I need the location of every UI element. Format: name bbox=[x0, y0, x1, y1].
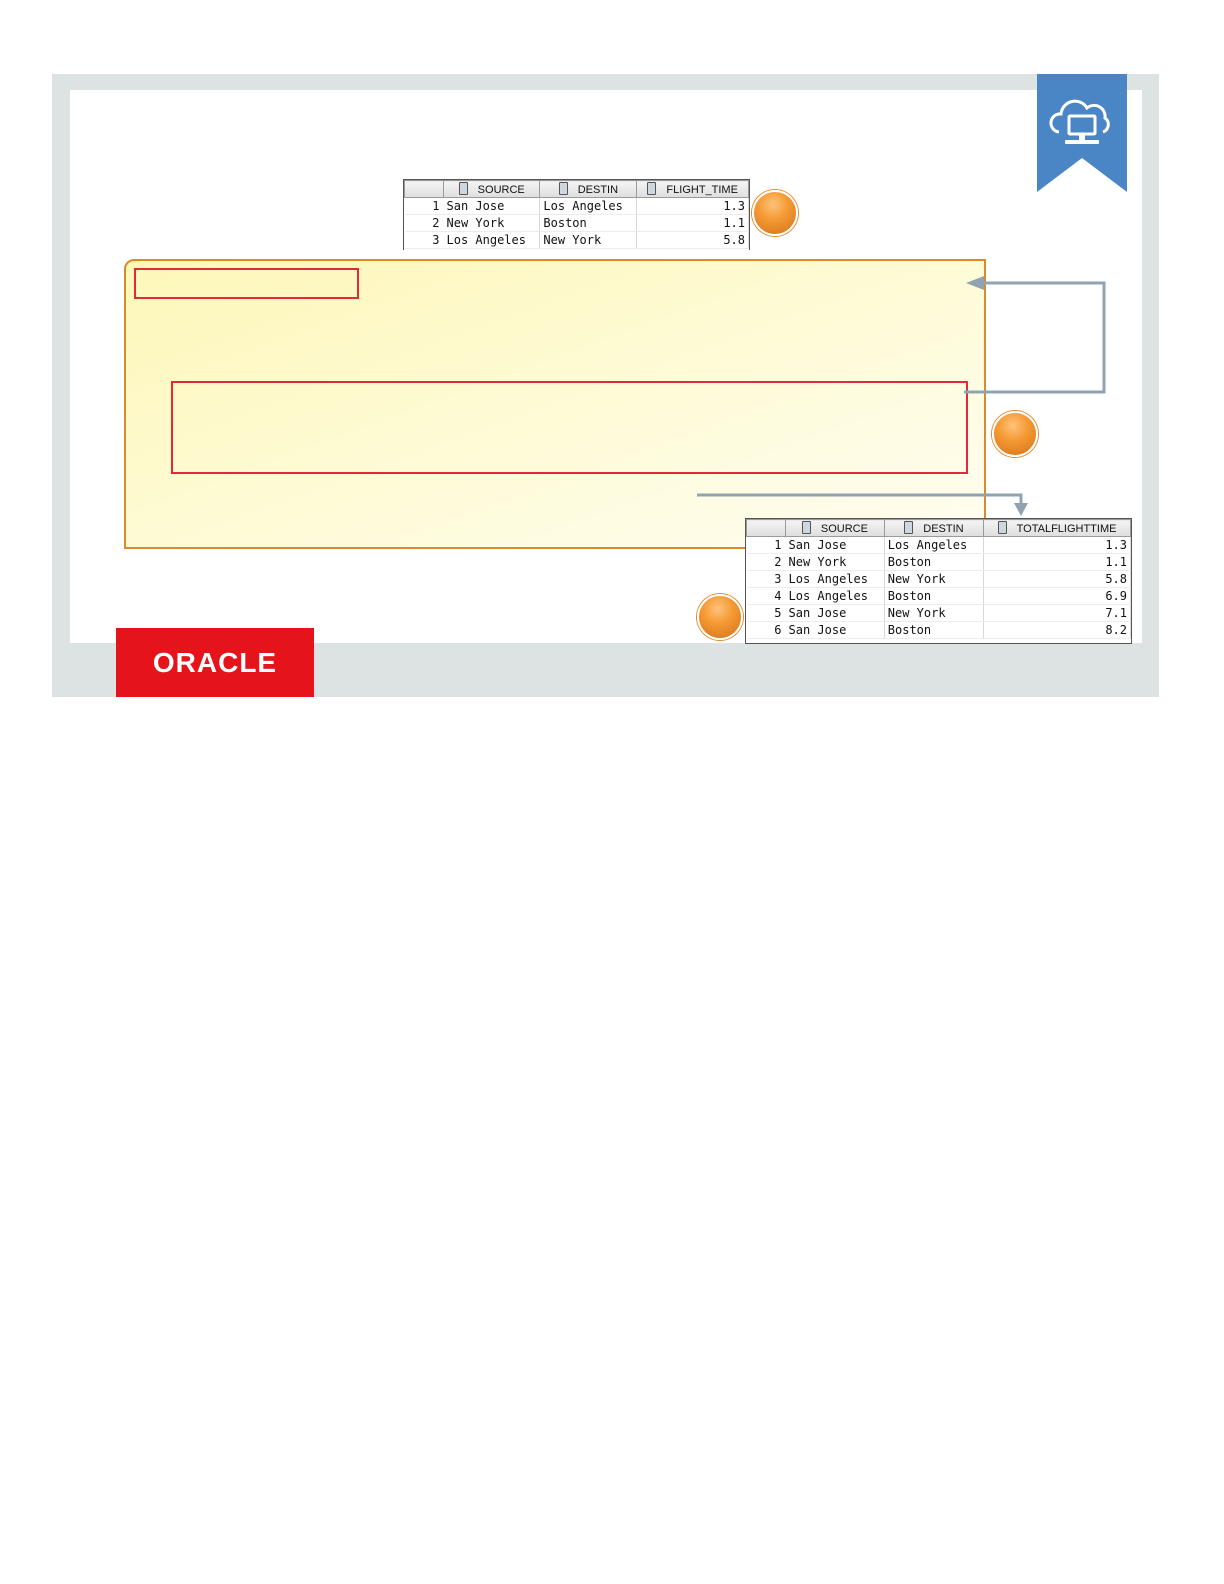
destin-cell: Boston bbox=[540, 215, 637, 232]
row-number: 3 bbox=[405, 232, 444, 249]
source-cell: San Jose bbox=[786, 537, 885, 554]
flight-time-cell: 1.3 bbox=[637, 198, 749, 215]
table-row bbox=[747, 554, 1131, 571]
result-flights-table bbox=[745, 518, 1132, 644]
table-row bbox=[747, 588, 1131, 605]
destin-cell: Boston bbox=[884, 554, 983, 571]
destin-cell: Los Angeles bbox=[884, 537, 983, 554]
sort-icon bbox=[459, 182, 468, 195]
table-row bbox=[747, 537, 1131, 554]
table-row bbox=[747, 605, 1131, 622]
destin-cell: Los Angeles bbox=[540, 198, 637, 215]
row-number: 1 bbox=[405, 198, 444, 215]
destin-cell: Boston bbox=[884, 622, 983, 639]
sort-icon bbox=[802, 521, 811, 534]
total-flight-time-cell: 7.1 bbox=[984, 605, 1131, 622]
oracle-logo bbox=[116, 628, 314, 697]
table-row bbox=[405, 198, 749, 215]
table-row bbox=[405, 215, 749, 232]
highlight-box-with-clause bbox=[134, 268, 359, 299]
source-cell: San Jose bbox=[786, 605, 885, 622]
sort-icon bbox=[647, 182, 656, 195]
destin-cell: Boston bbox=[884, 588, 983, 605]
row-number: 2 bbox=[405, 215, 444, 232]
row-number: 3 bbox=[747, 571, 786, 588]
destin-cell: New York bbox=[540, 232, 637, 249]
destin-cell: New York bbox=[884, 571, 983, 588]
column-header-source[interactable]: SOURCE bbox=[444, 181, 540, 198]
total-flight-time-cell: 1.1 bbox=[984, 554, 1131, 571]
row-number: 2 bbox=[747, 554, 786, 571]
source-cell: Los Angeles bbox=[786, 571, 885, 588]
source-cell: New York bbox=[786, 554, 885, 571]
step-marker-1 bbox=[752, 190, 798, 236]
row-number: 1 bbox=[747, 537, 786, 554]
total-flight-time-cell: 5.8 bbox=[984, 571, 1131, 588]
total-flight-time-cell: 1.3 bbox=[984, 537, 1131, 554]
highlight-box-recursive-query bbox=[171, 381, 968, 474]
flight-time-cell: 1.1 bbox=[637, 215, 749, 232]
source-cell: San Jose bbox=[786, 622, 885, 639]
row-number: 5 bbox=[747, 605, 786, 622]
total-flight-time-cell: 6.9 bbox=[984, 588, 1131, 605]
flight-time-cell: 5.8 bbox=[637, 232, 749, 249]
step-marker-2 bbox=[992, 411, 1038, 457]
column-header-totalflighttime[interactable]: TOTALFLIGHTTIME bbox=[984, 520, 1131, 537]
column-header-flight-time[interactable]: FLIGHT_TIME bbox=[637, 181, 749, 198]
row-number: 6 bbox=[747, 622, 786, 639]
source-cell: New York bbox=[444, 215, 540, 232]
cloud-computer-badge bbox=[1037, 74, 1127, 192]
column-header-destin[interactable]: DESTIN bbox=[884, 520, 983, 537]
table-row bbox=[747, 622, 1131, 639]
sort-icon bbox=[904, 521, 913, 534]
row-number-header bbox=[747, 520, 786, 537]
destin-cell: New York bbox=[884, 605, 983, 622]
source-flights-table bbox=[403, 179, 750, 250]
step-marker-3 bbox=[697, 594, 743, 640]
sort-icon bbox=[559, 182, 568, 195]
row-number: 4 bbox=[747, 588, 786, 605]
source-cell: San Jose bbox=[444, 198, 540, 215]
table-row bbox=[747, 571, 1131, 588]
total-flight-time-cell: 8.2 bbox=[984, 622, 1131, 639]
oracle-logo-text: ORACLE bbox=[152, 646, 278, 678]
column-header-source[interactable]: SOURCE bbox=[786, 520, 885, 537]
column-header-destin[interactable]: DESTIN bbox=[540, 181, 637, 198]
table-row bbox=[405, 232, 749, 249]
source-cell: Los Angeles bbox=[786, 588, 885, 605]
row-number-header bbox=[405, 181, 444, 198]
source-cell: Los Angeles bbox=[444, 232, 540, 249]
sort-icon bbox=[998, 521, 1007, 534]
